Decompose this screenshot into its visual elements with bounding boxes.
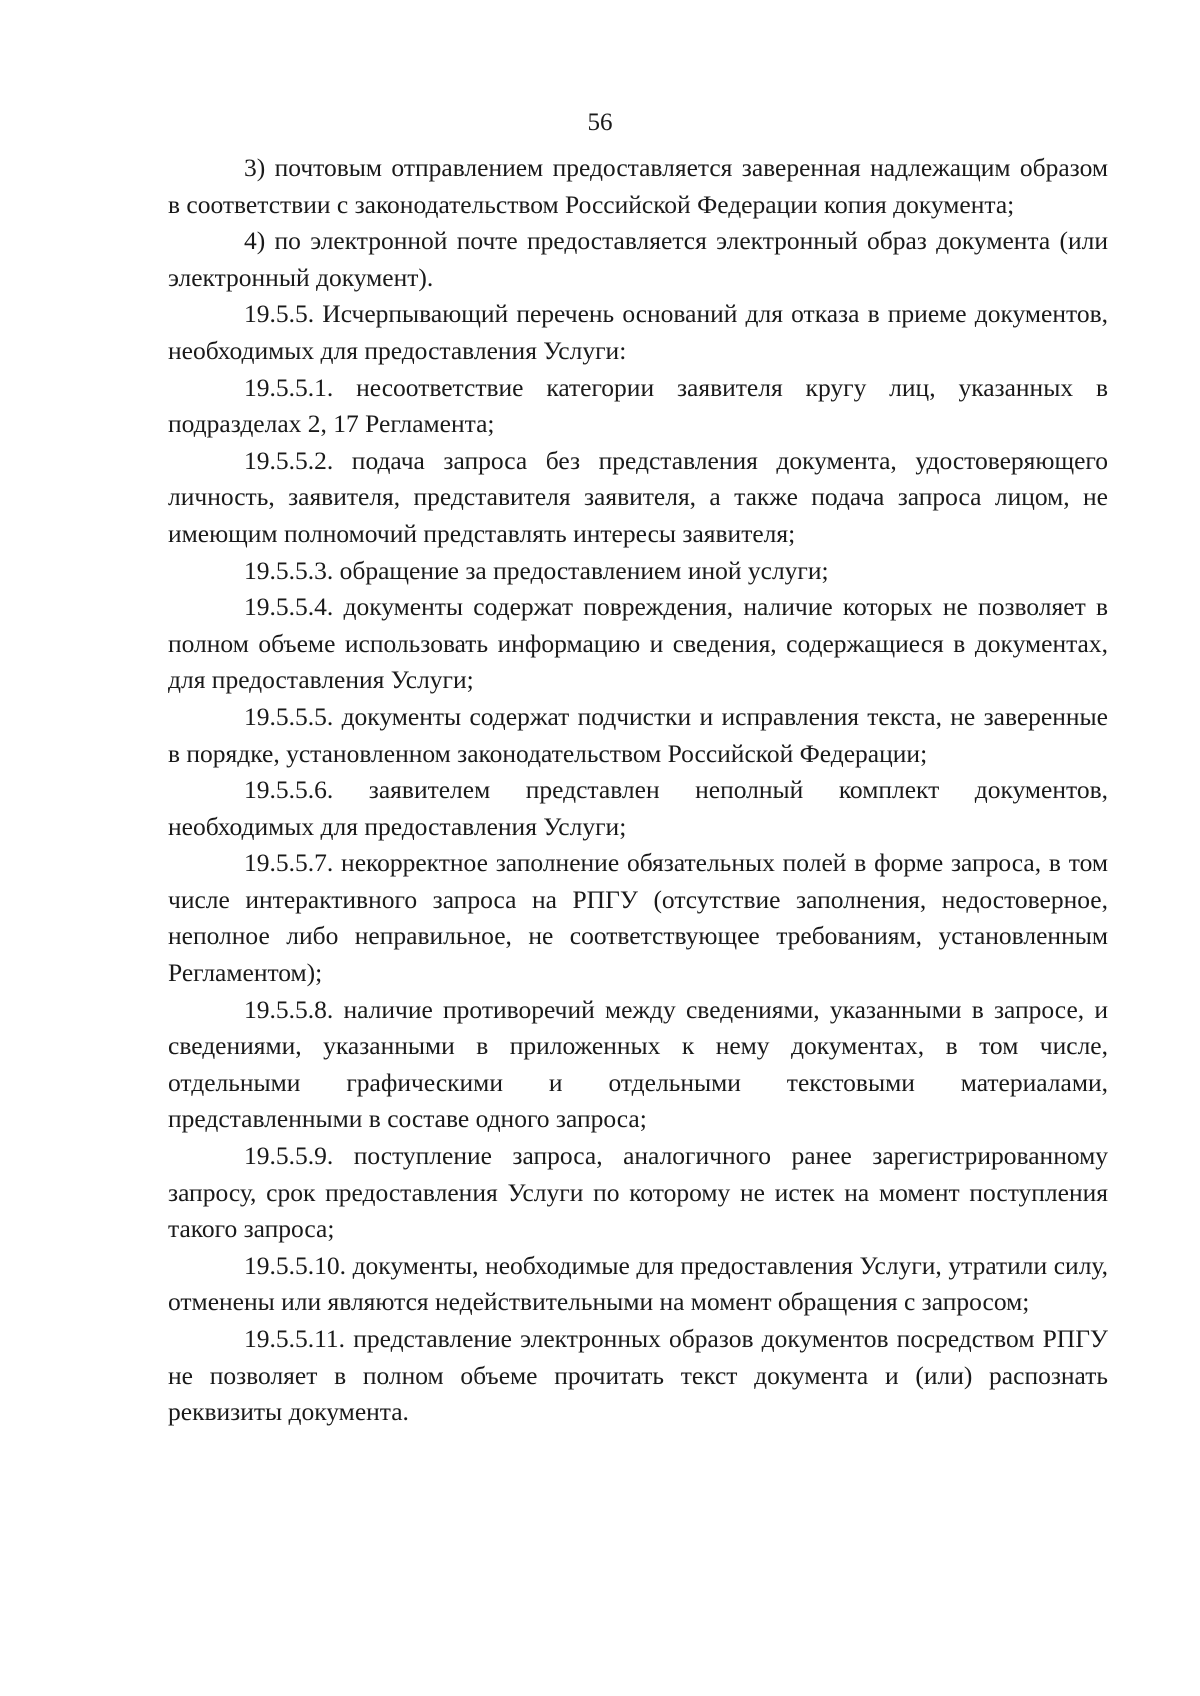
paragraph-19-5-5-7: 19.5.5.7. некорректное заполнение обязательных полей в форме запроса, в том числе интерактивного запроса на РПГУ (отсутствие заполнения, недостоверное, неполное либо неправильное, не соответствующее требованиям, установленным Регламентом); xyxy=(168,848,1108,988)
paragraph-19-5-5-1: 19.5.5.1. несоответствие категории заявителя кругу лиц, указанных в подразделах 2, 17 Регламента; xyxy=(168,372,1108,439)
paragraph-19-5-5-8: 19.5.5.8. наличие противоречий между сведениями, указанными в запросе, и сведениями, указанными в приложенных к нему документах, в том числе, отдельными графическими и отдельными текстовыми материалами, представленными в составе одного запроса; xyxy=(168,994,1108,1134)
paragraph-19-5-5-11: 19.5.5.11. представление электронных образов документов посредством РПГУ не позволяет в полном объеме прочитать текст документа и (или) распознать реквизиты документа. xyxy=(168,1324,1108,1427)
document-body xyxy=(168,150,1108,1431)
paragraph-19-5-5-5: 19.5.5.5. документы содержат подчистки и исправления текста, не заверенные в порядке, установленном законодательством Российской Федерации; xyxy=(168,701,1108,768)
paragraph-19-5-5-10: 19.5.5.10. документы, необходимые для предоставления Услуги, утратили силу, отменены или являются недействительными на момент обращения с запросом; xyxy=(168,1250,1108,1317)
paragraph-19-5-5-9: 19.5.5.9. поступление запроса, аналогичного ранее зарегистрированному запросу, срок предоставления Услуги по которому не истек на момент поступления такого запроса; xyxy=(168,1141,1108,1244)
page-number: 56 xyxy=(587,109,613,136)
paragraph-19-5-5-3: 19.5.5.3. обращение за предоставлением иной услуги; xyxy=(244,555,829,585)
paragraph-19-5-5-2: 19.5.5.2. подача запроса без представления документа, удостоверяющего личность, заявителя, представителя заявителя, а также подача запроса лицом, не имеющим полномочий представлять интересы заявителя; xyxy=(168,445,1108,548)
paragraph-19-5-5-6: 19.5.5.6. заявителем представлен неполный комплект документов, необходимых для предоставления Услуги; xyxy=(168,775,1108,841)
paragraph-19-5-5: 19.5.5. Исчерпывающий перечень оснований для отказа в приеме документов, необходимых для предоставления Услуги: xyxy=(168,299,1108,365)
paragraph-item-4: 4) по электронной почте предоставляется электронный образ документа (или электронный документ). xyxy=(168,226,1108,292)
paragraph-19-5-5-4: 19.5.5.4. документы содержат повреждения, наличие которых не позволяет в полном объеме использовать информацию и сведения, содержащиеся в документах, для предоставления Услуги; xyxy=(168,592,1108,695)
paragraph-item-3: 3) почтовым отправлением предоставляется заверенная надлежащим образом в соответствии с законодательством Российской Федерации копия документа; xyxy=(168,153,1108,219)
